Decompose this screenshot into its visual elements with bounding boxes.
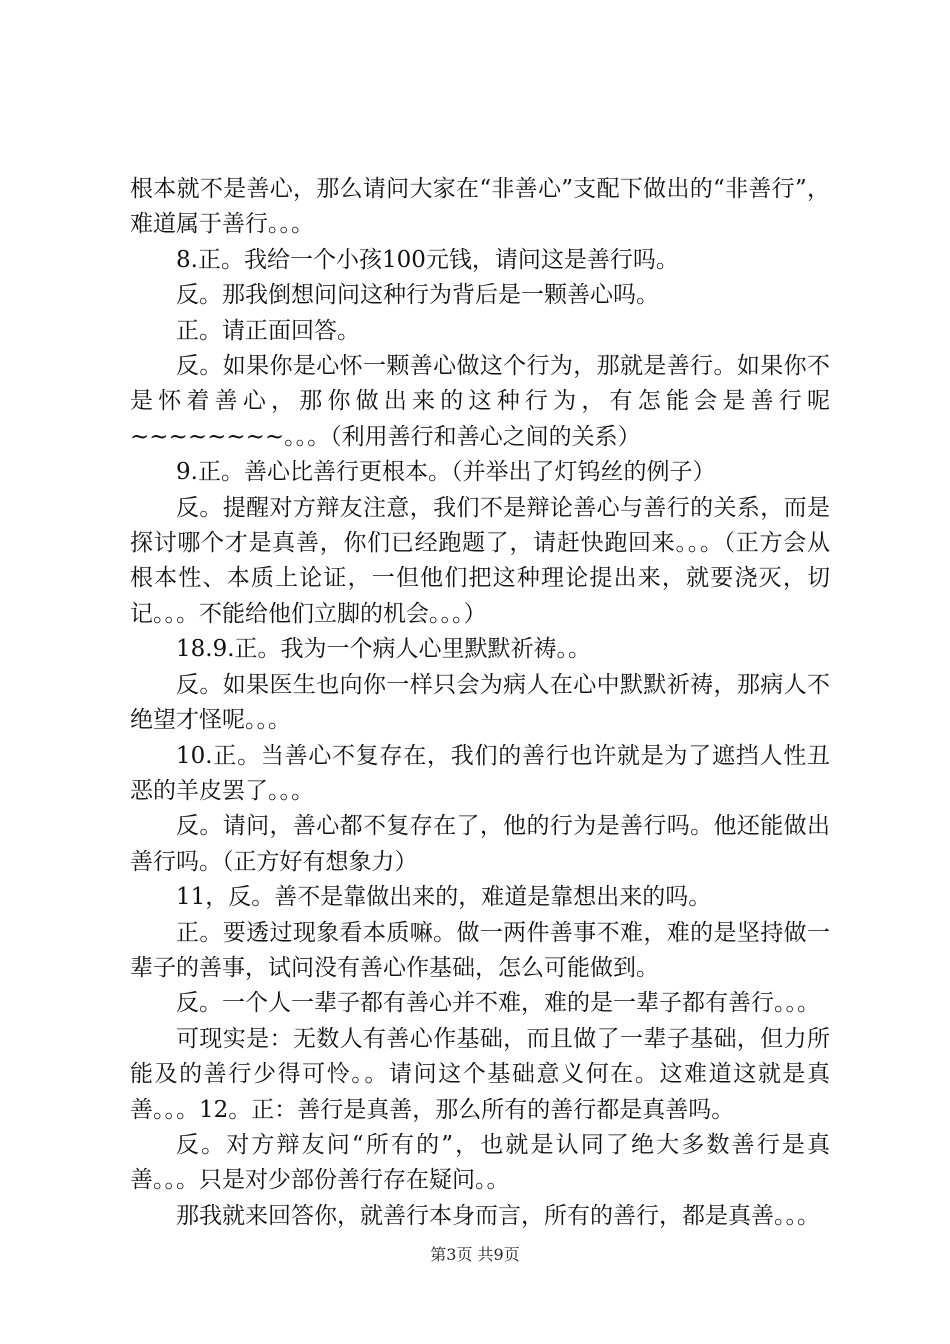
paragraph-11-negative: 11，反。善不是靠做出来的，难道是靠想出来的吗。: [176, 884, 712, 911]
paragraph-11-affirmative: 正。要透过现象看本质嘛。做一两件善事不难，难的是坚持做一辈子的善事，试问没有善心作基础，怎么可能做到。: [130, 919, 830, 981]
paragraph-10-negative: 反。请问，善心都不复存在了，他的行为是善行吗。他还能做出善行吗。（正方好有想象力）: [130, 813, 830, 875]
paragraph-9-negative: 反。提醒对方辩友注意，我们不是辩论善心与善行的关系，而是探讨哪个才是真善，你们已经跑题了，请赶快跑回来。。。（正方会从根本性、本质上论证，一但他们把这种理论提出来，就要浇灭，切记。。。不能给他们立脚的机会。。。）: [130, 494, 830, 627]
paragraph-18-9-affirmative: 18.9.正。我为一个病人心里默默祈祷。。: [176, 636, 592, 663]
paragraph-8-affirmative: 8.正。我给一个小孩100元钱，请问这是善行吗。: [176, 246, 679, 273]
paragraph-8-negative-reply: 反。如果你是心怀一颗善心做这个行为，那就是善行。如果你不是怀着善心，那你做出来的这种行为，有怎能会是善行呢~~~~~~~~。。。（利用善行和善心之间的关系）: [130, 353, 830, 450]
page-number: 第3页 共9页: [430, 1245, 520, 1264]
paragraph-continuation: 根本就不是善心，那么请问大家在“非善心”支配下做出的“非善行”，难道属于善行。。。: [130, 176, 830, 238]
paragraph-18-9-negative: 反。如果医生也向你一样只会为病人在心中默默祈祷，那病人不绝望才怪呢。。。: [130, 671, 830, 734]
paragraph-10-affirmative: 10.正。当善心不复存在，我们的善行也许就是为了遮挡人性丑恶的羊皮罢了。。。: [130, 742, 830, 804]
paragraph-8-affirmative-reply: 正。请正面回答。: [176, 317, 360, 344]
paragraph-9-affirmative: 9.正。善心比善行更根本。（并举出了灯钨丝的例子）: [176, 459, 716, 486]
paragraph-12-negative: 反。对方辩友问“所有的”，也就是认同了绝大多数善行是真善。。。只是对少部份善行存在疑问。。: [130, 1131, 830, 1194]
paragraph-11-negative-reply: 反。一个人一辈子都有善心并不难，难的是一辈子都有善行。。。: [176, 990, 820, 1017]
document-body: [130, 172, 830, 1234]
paragraph-reality: 可现实是：无数人有善心作基础，而且做了一辈子基础，但力所能及的善行少得可怜。。请问这个基础意义何在。这难道这就是真善。。。12。正：善行是真善，那么所有的善行都是真善吗。: [130, 1025, 830, 1123]
paragraph-12-answer: 那我就来回答你，就善行本身而言，所有的善行，都是真善。。。: [176, 1202, 820, 1229]
paragraph-8-negative: 反。那我倒想问问这种行为背后是一颗善心吗。: [176, 282, 659, 309]
